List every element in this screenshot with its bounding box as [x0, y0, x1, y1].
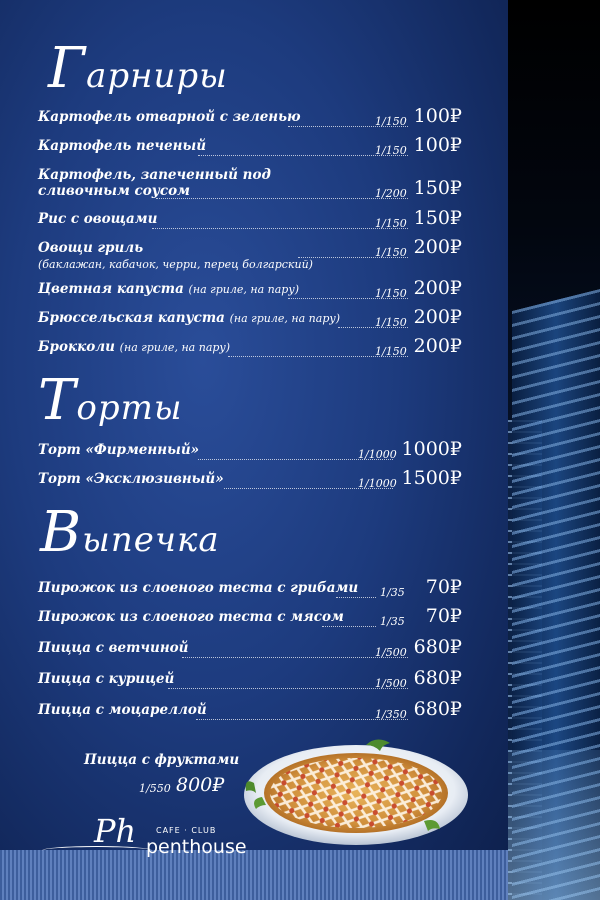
menu-item [38, 467, 462, 493]
menu-item [38, 576, 462, 602]
item-name: Цветная капуста (на гриле, на пару) [38, 281, 299, 297]
logo-name: penthouse [146, 836, 247, 858]
item-price: 150₽ [413, 177, 462, 199]
menu-item [38, 306, 462, 332]
item-price: 1000₽ [401, 438, 462, 460]
item-weight: 1/500 [375, 677, 407, 690]
item-weight: 1/150 [375, 316, 407, 329]
item-name: Картофель печеный [38, 138, 207, 154]
item-price: 100₽ [413, 134, 462, 156]
item-weight: 1/500 [375, 646, 407, 659]
item-name: Картофель, запеченный под сливочным соусом [38, 167, 271, 199]
item-weight: 1/35 [380, 615, 405, 628]
menu-item [38, 698, 462, 724]
item-note: (баклажан, кабачок, черри, перец болгарский) [38, 258, 313, 271]
section-title-pastry: Выпечка [40, 500, 220, 565]
item-price: 200₽ [413, 335, 462, 357]
item-price: 680₽ [413, 667, 462, 689]
item-weight: 1/150 [375, 217, 407, 230]
item-name: Торт «Эксклюзивный» [38, 471, 224, 487]
menu-item [38, 236, 462, 274]
item-weight: 1/200 [375, 187, 407, 200]
item-name: Пирожок из слоеного теста с грибами [38, 580, 359, 596]
item-name: Пицца с ветчиной [38, 640, 189, 656]
item-weight: 1/350 [375, 708, 407, 721]
logo-tagline: CAFE · CLUB [156, 826, 217, 835]
menu-item [38, 605, 462, 631]
item-name: Картофель отварной с зеленью [38, 109, 301, 125]
item-note: (на гриле, на пару) [229, 312, 341, 325]
item-name: Пирожок из слоеного теста с мясом [38, 609, 344, 625]
item-weight: 1/150 [375, 144, 407, 157]
item-weight: 1/1000 [358, 448, 397, 461]
featured-weight: 1/550 [139, 782, 171, 795]
item-weight: 1/150 [375, 287, 407, 300]
item-price: 70₽ [425, 605, 462, 627]
item-name: Брюссельская капуста (на гриле, на пару) [38, 310, 341, 326]
item-price: 680₽ [413, 636, 462, 658]
item-weight: 1/35 [380, 586, 405, 599]
item-name: Торт «Фирменный» [38, 442, 200, 458]
fruit-pizza-image [240, 737, 472, 849]
penthouse-logo [42, 812, 247, 882]
item-name: Рис с овощами [38, 211, 158, 227]
featured-price: 800₽ [176, 774, 225, 796]
item-weight: 1/150 [375, 246, 407, 259]
menu-item [38, 207, 462, 233]
city-photo [508, 0, 600, 900]
menu-item [38, 134, 462, 160]
item-name: Пицца с моцареллой [38, 702, 207, 718]
menu-item [38, 335, 462, 361]
featured-name: Пицца с фруктами [84, 752, 240, 768]
item-weight: 1/1000 [358, 477, 397, 490]
logo-monogram: Ph [94, 812, 137, 850]
menu-item [38, 667, 462, 693]
item-price: 200₽ [413, 306, 462, 328]
item-price: 680₽ [413, 698, 462, 720]
menu-item [38, 167, 462, 203]
item-name: Брокколи (на гриле, на пару) [38, 339, 231, 355]
item-price: 200₽ [413, 236, 462, 258]
item-price: 70₽ [425, 576, 462, 598]
item-note: (на гриле, на пару) [119, 341, 231, 354]
section-title-garnishes: Гарниры [48, 36, 228, 101]
item-weight: 1/150 [375, 345, 407, 358]
item-price: 1500₽ [401, 467, 462, 489]
item-price: 100₽ [413, 105, 462, 127]
item-price: 200₽ [413, 277, 462, 299]
menu-item [38, 277, 462, 303]
menu-item [38, 105, 462, 131]
item-price: 150₽ [413, 207, 462, 229]
item-note: (на гриле, на пару) [188, 283, 299, 296]
item-name: Пицца с курицей [38, 671, 175, 687]
item-weight: 1/150 [375, 115, 407, 128]
featured-item [84, 752, 240, 796]
menu-item [38, 636, 462, 662]
section-title-cakes: Торты [38, 368, 183, 433]
item-name: Овощи гриль [38, 240, 144, 256]
menu-item [38, 438, 462, 464]
